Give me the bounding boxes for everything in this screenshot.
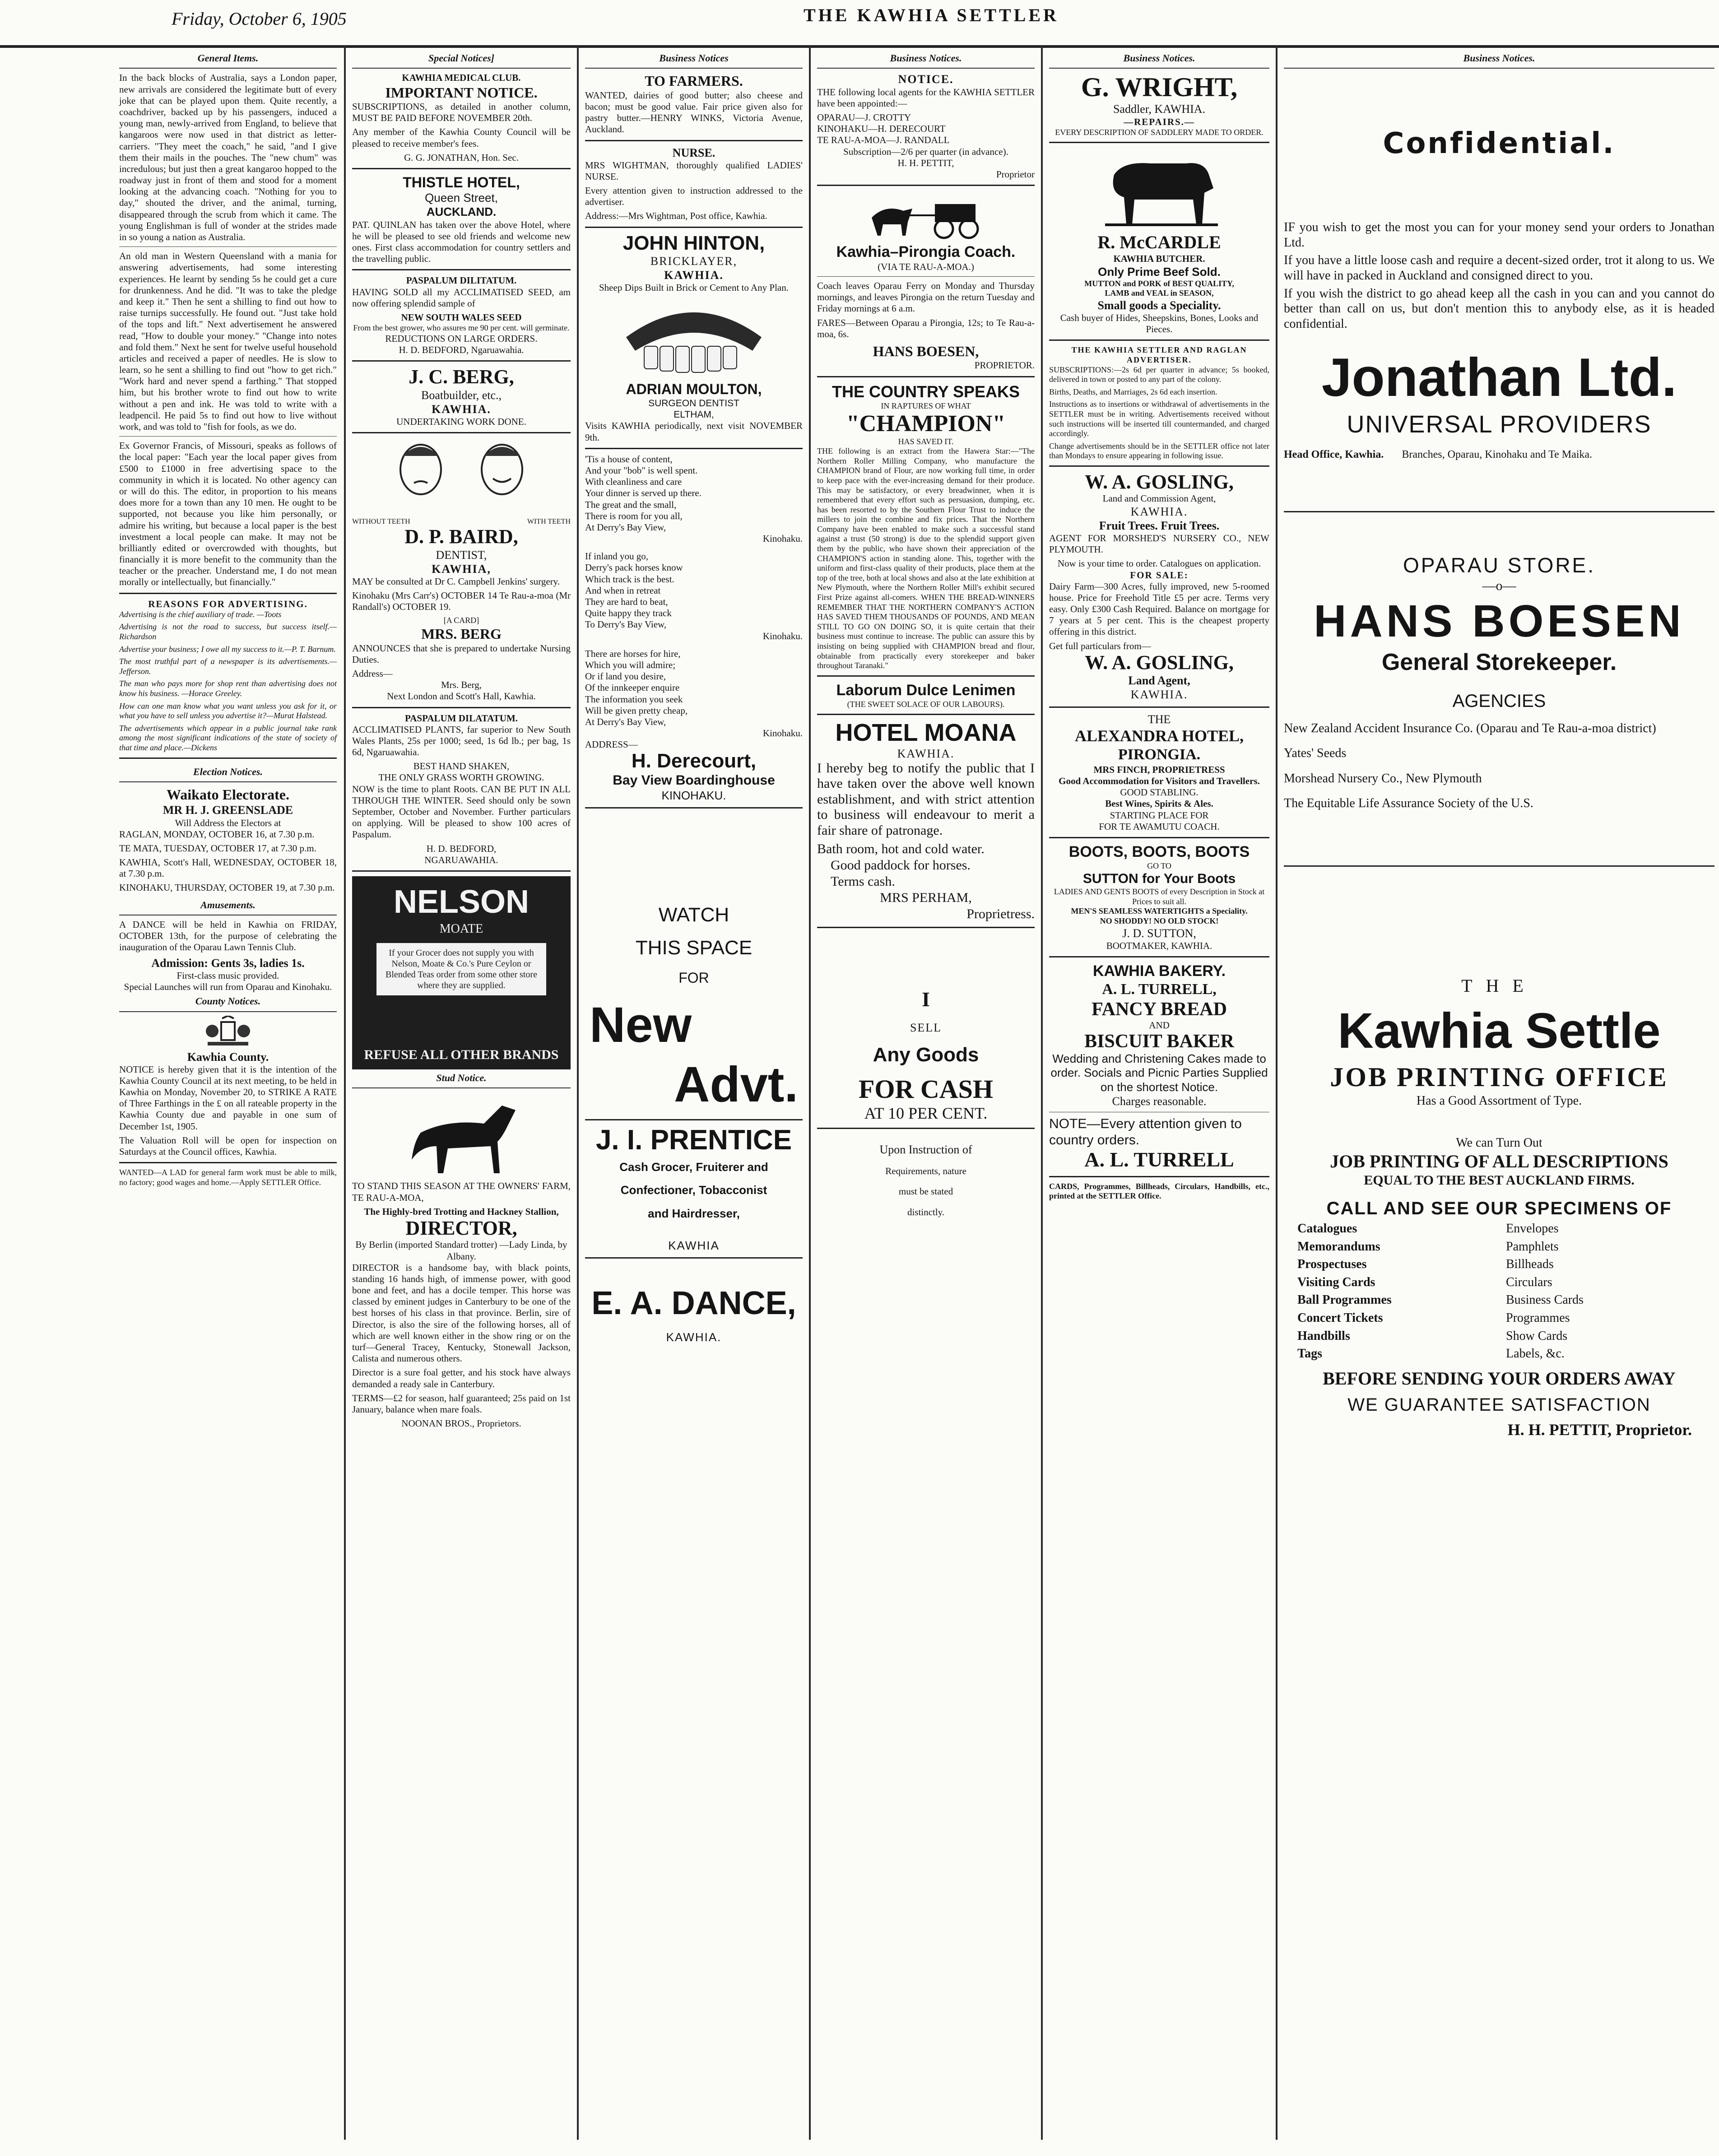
derecourt-kinohaku: KINOHAKU. xyxy=(661,788,726,802)
nelson-title: NELSON xyxy=(393,883,530,920)
sheep-dips: Sheep Dips Built in Brick or Cement to Any Plan. xyxy=(599,282,789,293)
section-heading: Business Notices. xyxy=(1049,50,1269,69)
turn-out: We can Turn Out xyxy=(1456,1136,1542,1150)
poem-place: Kinohaku. xyxy=(762,630,803,641)
election-heading: Election Notices. xyxy=(119,763,337,782)
column-business-6: Business Notices. Confidential. IF you wish to get the most you can for your money send your orders to Jonathan Ltd. If you have a little loose cash and require a decent-sized order, trot it along to us. We will have in packed in Auckland and consigned direct to you. If you wish the district to go ahead keep all the cash in you can and you cannot do better than call on us, but don't mention this to anybody else, as it is headed confidential. Jonathan Ltd. UNIVERSAL PROVIDERS Head Office, Kawhia. Branches, Oparau, Kinohaku and Te Maika. OPARAU STORE. —o— HANS BOESEN General Storekeeper. AGENCIES New Zealand Accident Insurance Co. (Oparau and Te Rau-a-moa district) Yates' Seeds Morshead Nursery Co., New Plymouth The Equitable Life Assurance Society of the U.S. THE Kawhia Settle JOB PRINTING OFFICE Has a Good Assortment of Type. We can Turn Out JOB PRINTING OF ALL DESCRIPTIONS EQUAL TO THE BEST AUCKLAND FIRMS. CALL AND SEE OUR SPECIMENS OF Catalogues Envelopes Memorandums Pamphlets Prospectuses Billheads Visiting Cards Circulars Ball Programmes Business Cards Concert Tickets Programmes Handbills Show Cards Tags Labels, &c. BEFORE SENDING YOUR ORDERS AWAY WE GUARANTEE SATISFACTION H. H. PETTIT, Proprietor. xyxy=(1278,50,1719,2140)
refuse-brands: REFUSE ALL OTHER BRANDS xyxy=(364,1047,559,1062)
head-office: Head Office, Kawhia. xyxy=(1284,449,1384,461)
starting: STARTING PLACE FOR xyxy=(1110,809,1209,821)
gosling-kawhia: KAWHIA. xyxy=(1130,505,1188,518)
reason-item: The most truthful part of a newspaper is its advertisements.—Jefferson. xyxy=(119,657,337,676)
butcher: KAWHIA BUTCHER. xyxy=(1113,253,1205,265)
agency-item: The Equitable Life Assurance Society of the U.S. xyxy=(1284,796,1533,811)
ngaruawahia: NGARUAWAHIA. xyxy=(424,854,498,865)
catalogues: Now is your time to order. Catalogues on application. xyxy=(1057,558,1261,569)
agency-list xyxy=(1284,721,1714,811)
next-london: Next London and Scott's Hall, Kawhia. xyxy=(387,691,536,702)
poem-line: With cleanliness and care xyxy=(585,476,682,488)
mccardle: R. McCARDLE xyxy=(1097,232,1221,253)
berg-kawhia: KAWHIA. xyxy=(432,402,491,416)
music: First-class music provided. xyxy=(177,970,279,981)
plant-roots: NOW is the time to plant Roots. CAN BE PUT IN ALL THROUGH THE WINTER. Seed should only be sown September, October and November. Further particulars on applying. Will be pleased to show 100 acres of Paspalum. xyxy=(352,783,571,840)
nelson-text: If your Grocer does not supply you with Nelson, Moate & Co.'s Pure Ceylon or Blended Teas order from some other store where they are supplied. xyxy=(376,943,546,995)
baird-name: D. P. BAIRD, xyxy=(404,525,518,548)
go-to: GO TO xyxy=(1147,861,1171,870)
land-agent: Land Agent, xyxy=(1128,674,1190,688)
boatbuilder: Boatbuilder, etc., xyxy=(421,388,502,402)
country-speaks: THE COUNTRY SPEAKS xyxy=(832,382,1020,401)
poem-line: Which you will admire; xyxy=(585,659,676,670)
raptures: IN RAPTURES OF WHAT xyxy=(881,401,971,410)
before-sending: BEFORE SENDING YOUR ORDERS AWAY xyxy=(1323,1368,1676,1389)
section-heading: Business Notices xyxy=(585,50,803,69)
champion: "CHAMPION" xyxy=(846,411,1006,437)
dairy-farm: Dairy Farm—300 Acres, fully improved, new 5-roomed house. Price for Freehold Title £5 per acre. Terms very easy. Only £300 Cash Required. Balance on mortgage for 7 years at 5 per cent. This is the cheapest property offering in this district. xyxy=(1049,581,1269,637)
launches: Special Launches will run from Oparau and Kinohaku. xyxy=(124,981,332,992)
gosling: W. A. GOSLING, xyxy=(1085,471,1234,493)
confidential-p2: If you have a little loose cash and require a decent-sized order, trot it along to us. We will have in packed in Auckland and consigned direct to you. xyxy=(1284,253,1714,283)
specimens-list xyxy=(1284,1219,1714,1363)
specimen-item: Programmes xyxy=(1506,1311,1570,1325)
reasons-heading: REASONS FOR ADVERTISING. xyxy=(148,598,308,609)
paspalum-heading: PASPALUM DILITATUM. xyxy=(406,275,517,286)
agent: OPARAU—J. CROTTY xyxy=(817,112,911,123)
this-space: THIS SPACE xyxy=(635,936,753,959)
only-grass: THE ONLY GRASS WORTH GROWING. xyxy=(378,772,544,783)
masthead xyxy=(0,0,1719,48)
reductions: REDUCTIONS ON LARGE ORDERS. xyxy=(385,333,538,344)
poem-line: There is room for you all, xyxy=(585,510,683,521)
moate-title: MOATE xyxy=(439,922,483,936)
poem-line: To Derry's Bay View, xyxy=(585,619,667,630)
prentice-hairdresser: and Hairdresser, xyxy=(648,1206,740,1220)
director-text-2: Director is a sure foal getter, and his stock have always demanded a ready sale in Canterbury. xyxy=(352,1367,571,1389)
director-text: DIRECTOR is a handsome bay, with black points, standing 16 hands high, of immense power, with good bone and feet, and has a docile temper. This horse was classed by eminent judges in Canterbury to be one of the best horses of his class in that province. Berlin, sire of Director, is also the sire of the following horses, all of which are well known either in the show ring or on the turf—General Tracey, Kentucky, Stonewall Jackson, Calista and numerous others. xyxy=(352,1262,571,1364)
reason-item: The man who pays more for shop rent than advertising does not know his business. —Horace Greeley. xyxy=(119,679,337,698)
subscription: Subscription—2/6 per quarter (in advance). xyxy=(843,146,1008,157)
amusements-heading: Amusements. xyxy=(119,897,337,915)
cards-printed: CARDS, Programmes, Billheads, Circulars, Handbills, etc., printed at the SETTLER Office. xyxy=(1049,1181,1269,1201)
county-heading: County Notices. xyxy=(119,993,337,1012)
perham: MRS PERHAM, xyxy=(880,890,972,906)
agent-morshed: AGENT FOR MORSHED'S NURSERY CO., NEW PLYMOUTH. xyxy=(1049,532,1269,555)
candidate-name: MR H. J. GREENSLADE xyxy=(163,804,293,817)
bedford: H. D. BEDFORD, Ngaruawahia. xyxy=(399,344,524,355)
new: New xyxy=(590,997,692,1053)
mrs-berg: MRS. BERG xyxy=(421,626,502,642)
wright: G. WRIGHT, xyxy=(1081,72,1238,102)
fancy-bread: FANCY BREAD xyxy=(1092,999,1227,1020)
important-notice: IMPORTANT NOTICE. xyxy=(385,84,538,101)
stud-bred: The Highly-bred Trotting and Hackney Stallion, xyxy=(364,1206,559,1217)
every-description: EVERY DESCRIPTION OF SADDLERY MADE TO ORDER. xyxy=(1055,127,1264,137)
sutton-name: J. D. SUTTON, xyxy=(1122,926,1196,940)
sutton: SUTTON for Your Boots xyxy=(1083,871,1236,887)
hides: Cash buyer of Hides, Sheepskins, Bones, Looks and Pieces. xyxy=(1060,312,1259,335)
dance-notice: A DANCE will be held in Kawhia on FRIDAY, OCTOBER 13th, for the purpose of celebrating the inauguration of the Oparau Lawn Tennis Club. xyxy=(119,919,337,953)
mrs-berg-address: Mrs. Berg, xyxy=(441,679,482,691)
call-and-see: CALL AND SEE OUR SPECIMENS OF xyxy=(1326,1199,1672,1219)
specimen-item: Catalogues xyxy=(1297,1222,1357,1236)
job-printing-office: JOB PRINTING OFFICE xyxy=(1330,1062,1668,1092)
agent: KINOHAKU—H. DERECOURT xyxy=(817,123,946,135)
saddler: Saddler, KAWHIA. xyxy=(1113,102,1206,116)
settler-subs: SUBSCRIPTIONS:—2s 6d per quarter in advance; 5s booked, delivered in town or posted to any part of the colony. xyxy=(1049,365,1269,384)
section-heading: General Items. xyxy=(119,50,337,69)
masthead-title: THE KAWHIA SETTLER xyxy=(804,5,1059,25)
poem-line: There are horses for hire, xyxy=(585,648,681,659)
director-name: DIRECTOR, xyxy=(405,1217,517,1239)
county-notice: NOTICE is hereby given that it is the intention of the Kawhia County Council at its next meeting, to be held in Kawhia on Monday, November 20, to STRIKE A RATE of Three Farthings in the £ on all rateable property in the Kawhia County due and payable in one sum of December 1st, 1905. xyxy=(119,1064,337,1132)
dentist-title: DENTIST, xyxy=(436,548,487,562)
wightman-address: Address:—Mrs Wightman, Post office, Kawhia. xyxy=(585,210,767,222)
wedding-cakes: Wedding and Christening Cakes made to order. Socials and Picnic Parties Supplied on the shortest Notice. xyxy=(1050,1052,1268,1094)
pettit-proprietor: H. H. PETTIT, Proprietor. xyxy=(1507,1420,1692,1439)
bakery: KAWHIA BAKERY. xyxy=(1092,962,1226,980)
upon-instruction: Upon Instruction of xyxy=(879,1143,972,1157)
for-cash: FOR CASH xyxy=(858,1074,994,1104)
specimen-item: Envelopes xyxy=(1506,1222,1559,1236)
pettit: H. H. PETTIT, xyxy=(897,157,954,168)
poem-line: Will be given pretty cheap, xyxy=(585,705,688,716)
coach-via: (VIA TE RAU-A-MOA.) xyxy=(878,261,974,272)
issue-date: Friday, October 6, 1905 xyxy=(172,9,347,29)
meeting: KAWHIA, Scott's Hall, WEDNESDAY, OCTOBER 18, at 7.30 p.m. xyxy=(119,857,337,879)
i: I xyxy=(922,988,930,1011)
county-title: Kawhia County. xyxy=(187,1050,269,1064)
poem-stanza-2 xyxy=(585,551,803,642)
bay-view: Bay View Boardinghouse xyxy=(613,772,775,788)
stud-terms: TERMS—£2 for season, half guaranteed; 25s paid on 1st January, balance when mare foals. xyxy=(352,1392,571,1415)
column-general-items xyxy=(113,50,343,2140)
poem-line: And when in retreat xyxy=(585,585,661,596)
branches: Branches, Oparau, Kinohaku and Te Maika. xyxy=(1402,449,1593,461)
electorate-title: Waikato Electorate. xyxy=(167,786,289,803)
horse-icon xyxy=(394,1092,529,1178)
ladies-gents: LADIES AND GENTS BOOTS of every Description in Stock at Prices to suit all. xyxy=(1054,887,1265,906)
column-business-4 xyxy=(811,50,1041,2140)
turrell-2: A. L. TURRELL xyxy=(1084,1148,1234,1171)
card-label: [A CARD] xyxy=(443,615,479,625)
meeting: RAGLAN, MONDAY, OCTOBER 16, at 7.30 p.m. xyxy=(119,828,315,840)
section-heading: Business Notices. xyxy=(1284,50,1714,69)
acclimatised: ACCLIMATISED PLANTS, far superior to New South Wales Plants, 25s per 1000; seed, 1s 6d lb.; per bag, 1s 6d, Ngaruawahia. xyxy=(352,724,571,758)
specimen-item: Pamphlets xyxy=(1506,1239,1559,1254)
repairs: —REPAIRS.— xyxy=(1124,116,1195,127)
wanted-dairies: WANTED, dairies of good butter; also cheese and bacon; must be good value. Fair price given also for pastry butter.—HENRY WINKS, Victoria Avenue, Auckland. xyxy=(585,89,803,135)
specimen-item: Business Cards xyxy=(1506,1293,1584,1307)
section-heading: Business Notices. xyxy=(817,50,1035,69)
champion-text: THE following is an extract from the Hawera Star:—"The Northern Roller Milling Company, who manufacture the CHAMPION brand of Flour, are now working full time, in order to keep pace with the ever-increasing demand for their produce. This may be satisfactory, or every breadwinner, when it is remembered that every effort such as persuasion, dumping, etc. has been resorted to by the Southern Flour Trust to induce the millers to join the combine and fix prices. That the Northern Company have been enabled to make such a successful stand against a trust (50 strong) is due to the splendid support given them by the public, who have shown their appreciation of the CHAMPION'S action in standing alone. This, together with the uniform and first-class quality of their products, place them at the top of the tree, both at local shows and also at the late exhibition at New Plymouth, where the Northern Roller Mill's exhibit secured First Prize against all-comers. WHEN THE BREAD-WINNERS REMEMBER THAT THE NORTHERN COMPANY'S ACTION HAS SAVED THEM THOUSANDS OF POUNDS, AND MEAN STILL TO GO ON DOING SO, it is quite certain that their business must continue to increase. The public can assure this by insisting on being supplied with CHAMPION bread and flour, obtainable from practically every storekeeper and baker throughout Taranaki." xyxy=(817,446,1035,670)
seamless: MEN'S SEAMLESS WATERTIGHTS a Speciality. xyxy=(1071,906,1248,916)
poem-line: At Derry's Bay View, xyxy=(585,716,666,727)
prentice-confectioner: Confectioner, Tobacconist xyxy=(620,1183,767,1197)
poem-place: Kinohaku. xyxy=(762,533,803,544)
confidential-title: Confidential. xyxy=(1383,127,1616,161)
poem-line: The great and the small, xyxy=(585,499,677,510)
prentice-grocer: Cash Grocer, Fruiterer and xyxy=(619,1160,768,1174)
oparau-store: OPARAU STORE. xyxy=(1403,553,1596,577)
settler-change: Change advertisements should be in the SETTLER office not later than Mondays to ensure appearing in following issue. xyxy=(1049,441,1269,460)
dentist-portraits-icon xyxy=(380,438,543,515)
moulton-visits: Visits KAWHIA periodically, next visit NOVEMBER 9th. xyxy=(585,420,803,443)
specimen-item: Handbills xyxy=(1297,1329,1350,1343)
secretary: G. G. JONATHAN, Hon. Sec. xyxy=(404,152,519,163)
meeting: KINOHAKU, THURSDAY, OCTOBER 19, at 7.30 p.m. xyxy=(119,882,335,893)
bedford-2: H. D. BEDFORD, xyxy=(426,843,497,854)
poem-stanza-1 xyxy=(585,454,803,545)
baird-kawhia: KAWHIA, xyxy=(432,562,491,576)
member-notice: Any member of the Kawhia County Council will be pleased to receive member's fees. xyxy=(352,126,571,149)
specimen-item: Labels, &c. xyxy=(1506,1347,1565,1361)
general-storekeeper: General Storekeeper. xyxy=(1381,649,1617,676)
poem-line: At Derry's Bay View, xyxy=(585,521,666,533)
poem-line: Which track is the best. xyxy=(585,573,674,585)
director-sire: By Berlin (imported Standard trotter) —Lady Linda, by Albany. xyxy=(355,1239,567,1262)
settler-head: THE KAWHIA SETTLER AND RAGLAN ADVERTISER. xyxy=(1071,345,1247,365)
the-settler: THE xyxy=(1461,975,1537,996)
to-farmers: TO FARMERS. xyxy=(645,73,743,89)
specimen-item: Billheads xyxy=(1506,1257,1554,1272)
address-label: ADDRESS— xyxy=(585,739,638,750)
any-goods: Any Goods xyxy=(873,1043,979,1066)
has-saved: HAS SAVED IT. xyxy=(898,437,954,446)
biscuit-baker: BISCUIT BAKER xyxy=(1084,1031,1234,1052)
undertaking: UNDERTAKING WORK DONE. xyxy=(396,416,526,427)
specimen-item: Circulars xyxy=(1506,1275,1552,1289)
reason-item: Advertising is the chief auxiliary of trade. —Toots xyxy=(119,609,282,619)
alexandra: ALEXANDRA HOTEL, xyxy=(1074,726,1244,745)
poem-line: If inland you go, xyxy=(585,551,648,562)
small-goods: Small goods a Speciality. xyxy=(1097,298,1221,312)
attention: Every attention given to instruction addressed to the advertiser. xyxy=(585,185,803,208)
hans-boesen: HANS BOESEN xyxy=(1314,596,1685,647)
no-shoddy: NO SHODDY! NO OLD STOCK! xyxy=(1100,916,1219,926)
poem-line: Your dinner is served up there. xyxy=(585,488,702,499)
fruit-trees: Fruit Trees. Fruit Trees. xyxy=(1099,519,1220,532)
admission: Admission: Gents 3s, ladies 1s. xyxy=(151,956,305,970)
article-kangaroo: In the back blocks of Australia, says a London paper, new arrivals are considered the legitimate butt of every joke that can be played upon them. Quite recently, a coachdriver, backed up by his passengers, induced a young man, newly-arrived from England, to believe that kangaroos were now used in that district as letter-carriers. "They meet the coach," he said, "and I give them their mails in the pouches. The "new chum" was incredulous; but just then a great kangaroo hopped to the roadway just in front of them and stood for a moment looking at the advancing coach. "Nothing for you to day," shouted the driver, and the animal, turning, disappeared through the scrub from which it came. The young Englishman is full of wonder at the strides made in so young a nation as Australia. xyxy=(119,72,337,243)
gosling-kawhia-2: KAWHIA. xyxy=(1130,688,1188,702)
accommodation: Good Accommodation for Visitors and Travellers. xyxy=(1059,775,1260,786)
nurse-heading: NURSE. xyxy=(672,146,715,159)
grower-note: From the best grower, who assures me 90 per cent. will germinate. xyxy=(353,323,570,333)
moana-bath: Bath room, hot and cold water. xyxy=(817,841,985,857)
charges: Charges reasonable. xyxy=(1112,1094,1207,1108)
boesen-coach: HANS BOESEN, xyxy=(873,343,979,359)
proprietor: Proprietor xyxy=(996,168,1035,180)
specimen-item: Show Cards xyxy=(1506,1329,1568,1343)
address-label: Address— xyxy=(352,668,393,679)
agents-notice: THE following local agents for the KAWHIA SETTLER have been appointed:— xyxy=(817,86,1035,109)
hinton-name: JOHN HINTON, xyxy=(623,232,765,254)
paspalum-heading-2: PASPALUM DILATATUM. xyxy=(404,712,518,724)
coach-schedule: Coach leaves Oparau Ferry on Monday and Thursday mornings, and leaves Pirongia on the return Tuesday and Friday mornings at 6 a.m. xyxy=(817,280,1035,314)
notice-heading: NOTICE. xyxy=(898,73,954,86)
distinctly: distinctly. xyxy=(907,1206,945,1217)
pirongia: PIRONGIA. xyxy=(1118,746,1201,763)
reason-item: How can one man know what you want unless you ask for it, or what you have to sell unless you advertise it?—Murat Halstead. xyxy=(119,701,337,720)
sweet-solace: (THE SWEET SOLACE OF OUR LABOURS). xyxy=(847,699,1005,709)
the: THE xyxy=(1148,712,1171,726)
with-teeth-label: WITH TEETH xyxy=(527,518,571,526)
agent: TE RAU-A-MOA—J. RANDALL xyxy=(817,135,950,146)
proprietress: Proprietress. xyxy=(966,906,1035,922)
poem-line: Or if land you desire, xyxy=(585,671,666,682)
bricklayer: BRICKLAYER, xyxy=(650,255,738,268)
specimen-item: Concert Tickets xyxy=(1297,1311,1383,1325)
mutton: MUTTON and PORK of BEST QUALITY, xyxy=(1084,279,1234,288)
reason-item: The advertisements which appear in a public journal take rank among the most significant indications of the state of society of that time and place.—Dickens xyxy=(119,723,337,752)
reasons-list xyxy=(119,610,337,753)
without-teeth-label: WITHOUT TEETH xyxy=(352,518,410,526)
for: FOR xyxy=(678,969,709,986)
coach-title: Kawhia–Pirongia Coach. xyxy=(836,243,1016,261)
requirements: Requirements, nature xyxy=(885,1166,966,1177)
agency-item: Yates' Seeds xyxy=(1284,746,1347,761)
guarantee: WE GUARANTEE SATISFACTION xyxy=(1347,1394,1651,1415)
reason-item: Advertising is not the road to success, but success itself.—Richardson xyxy=(119,622,337,641)
coach-fares: FARES—Between Oparau a Pirongia, 12s; to Te Rau-a-moa, 6s. xyxy=(817,317,1035,339)
equal-auckland: EQUAL TO THE BEST AUCKLAND FIRMS. xyxy=(1364,1173,1635,1188)
specimen-item: Memorandums xyxy=(1297,1239,1380,1254)
must-stated: must be stated xyxy=(898,1186,953,1197)
hotel-moana: HOTEL MOANA xyxy=(835,719,1017,747)
column-business-5 xyxy=(1043,50,1276,2140)
jonathan-ltd: Jonathan Ltd. xyxy=(1321,347,1677,408)
get-particulars: Get full particulars from— xyxy=(1049,640,1151,651)
nsw-seed: NEW SOUTH WALES SEED xyxy=(401,311,522,323)
gosling-land: Land and Commission Agent, xyxy=(1102,493,1216,504)
poem-line: And your "bob" is well spent. xyxy=(585,465,698,476)
will-address: Will Address the Electors at xyxy=(175,817,281,828)
settler-instructions: Instructions as to insertions or withdrawal of advertisements in the SETTLER must be in writing. Advertisements received without such instructions will be inserted till countermanded, and charged accordingly. xyxy=(1049,400,1269,438)
article-queensland: An old man in Western Queensland with a mania for answering advertisements, had some interesting experiences. He learnt by sending 5s he could get a cure for drunkenness. And he did. "It was to take the pledge and keep it." Then he sent a shilling to find out how to raise turnips successfully. He found out. "Just take hold of the tops and lift." Next advertisement he answered read, "How to double your money." "Change into notes and fold them." Next he sent for twelve useful household articles and received a paper of needles. He is slow to learn, so he sent a shilling to find out "how to get rich." "Work hard and never spend a farthing." That stopped him, but his brother wrote to find out how to write without a pen and ink. He was told to write with a leadpencil. He paid 5s to find out how to live without work, and was told to "fish for fools, as we do. xyxy=(119,251,337,432)
valuation-notice: The Valuation Roll will be open for inspection on Saturdays at the Council offices, Kawhia. xyxy=(119,1134,337,1157)
nursing-notice: ANNOUNCES that she is prepared to undertake Nursing Duties. xyxy=(352,642,571,665)
ten-percent: AT 10 PER CENT. xyxy=(864,1104,988,1122)
poem-line: The information you seek xyxy=(585,693,683,705)
poem-line: Derry's pack horses know xyxy=(585,562,683,573)
lamb: LAMB and VEAL in SEASON, xyxy=(1105,288,1214,298)
poem-line: They are hard to beat, xyxy=(585,596,668,607)
best-hand: BEST HAND SHAKEN, xyxy=(413,761,510,772)
agency-item: Morshead Nursery Co., New Plymouth xyxy=(1284,771,1482,785)
column-special-notices xyxy=(346,50,577,2140)
specimen-item: Ball Programmes xyxy=(1297,1293,1392,1307)
queen-street: Queen Street, xyxy=(425,191,498,205)
bull-icon xyxy=(1096,148,1222,229)
prentice-kawhia: KAWHIA xyxy=(668,1238,720,1252)
dance-kawhia: KAWHIA. xyxy=(666,1330,722,1344)
surgeon-dentist: SURGEON DENTIST xyxy=(648,398,739,409)
specimen-item: Prospectuses xyxy=(1297,1257,1367,1272)
dentures-icon xyxy=(617,297,771,378)
job-all: JOB PRINTING OF ALL DESCRIPTIONS xyxy=(1330,1151,1668,1172)
column-business-3 xyxy=(579,50,809,2140)
wightman: MRS WIGHTMAN, thoroughly qualified LADIES' NURSE. xyxy=(585,159,803,182)
gosling-2: W. A. GOSLING, xyxy=(1085,651,1234,674)
poem-line: Of the innkeeper enquire xyxy=(585,682,680,693)
hinton-kawhia: KAWHIA. xyxy=(664,269,724,282)
specimen-item: Tags xyxy=(1297,1347,1323,1361)
thistle-hotel: THISTLE HOTEL, xyxy=(403,174,520,191)
reason-item: Advertise your business; I owe all my success to it.—P. T. Barnum. xyxy=(119,644,336,654)
finch: MRS FINCH, PROPRIETRESS xyxy=(1093,764,1225,775)
sold-seed: HAVING SOLD all my ACCLIMATISED SEED, am now offering splendid sample of xyxy=(352,286,571,309)
turrell: A. L. TURRELL, xyxy=(1102,980,1217,998)
boots: BOOTS, BOOTS, BOOTS xyxy=(1069,843,1250,860)
section-heading: Special Notices] xyxy=(352,50,571,69)
wines: Best Wines, Spirits & Ales. xyxy=(1105,798,1213,809)
te-awamutu: FOR TE AWAMUTU COACH. xyxy=(1099,821,1220,832)
dance-name: E. A. DANCE, xyxy=(591,1285,796,1321)
poem-stanza-3 xyxy=(585,648,803,739)
prime-beef: Only Prime Beef Sold. xyxy=(1098,265,1221,279)
wanted-lad: WANTED—A LAD for general farm work must be able to milk, no factory; good wages and home.—Apply SETTLER Office. xyxy=(119,1168,337,1187)
coach-icon xyxy=(863,191,989,240)
visit-dates: Kinohaku (Mrs Carr's) OCTOBER 14 Te Rau-a-moa (Mr Randall's) OCTOBER 19. xyxy=(352,590,571,613)
kawhia-settler: Kawhia Settle xyxy=(1338,1003,1661,1059)
eltham: ELTHAM, xyxy=(674,409,714,420)
poem-line: Quite happy they track xyxy=(585,608,672,619)
article-local-paper: Ex Governor Francis, of Missouri, speaks as follows of the local paper: "Each year the local paper gives from £500 to £1000 in free advertising space to the community in which it is located. No other agency can or will do this. The editor, in proportion to his means does more for a town than any 10 men. He ought to be supported, not because you like him personally, or admire his writing, but because a local paper is the best investment a local people can make. It may not be brilliantly edited or overcrowded with thoughts, but financially it is more benefit to the community than the teacher or the preacher. Understand me, I do not mean morally or intellectually, but financially." xyxy=(119,440,337,588)
universal-providers: UNIVERSAL PROVIDERS xyxy=(1347,411,1652,438)
subs-notice: SUBSCRIPTIONS, as detailed in another column, MUST BE PAID BEFORE NOVEMBER 20th. xyxy=(352,101,571,124)
watch: WATCH xyxy=(658,904,729,926)
advt: Advt. xyxy=(674,1057,798,1112)
and: AND xyxy=(1149,1019,1170,1031)
for-sale: FOR SALE: xyxy=(1130,569,1189,581)
coach-proprietor: PROPRIETOR. xyxy=(974,360,1035,371)
moana-terms: Terms cash. xyxy=(831,874,895,889)
sell: SELL xyxy=(910,1021,942,1035)
poem-place: Kinohaku. xyxy=(762,728,803,739)
nelson-moate-ad xyxy=(352,876,571,1069)
stabling: GOOD STABLING. xyxy=(1120,787,1199,798)
meeting: TE MATA, TUESDAY, OCTOBER 17, at 7.30 p.m. xyxy=(119,842,316,854)
laborum: Laborum Dulce Lenimen xyxy=(836,681,1016,699)
moana-text: I hereby beg to notify the public that I have taken over the above well known establishment, and with strict attention to business will endeavour to merit a fair share of patronage. xyxy=(817,760,1035,838)
medical-club: KAWHIA MEDICAL CLUB. xyxy=(402,72,521,84)
prentice: J. I. PRENTICE xyxy=(595,1124,792,1156)
agency-item: New Zealand Accident Insurance Co. (Oparau and Te Rau-a-moa district) xyxy=(1284,721,1656,735)
noonan: NOONAN BROS., Proprietors. xyxy=(401,1418,521,1429)
consult-note: MAY be consulted at Dr C. Campbell Jenkins' surgery. xyxy=(352,576,560,587)
confidential-p3: If you wish the district to go ahead keep all the cash in you can and you cannot do better than call on us, but don't mention this to anybody else, as it is headed confidential. xyxy=(1284,286,1714,331)
confidential-p1: IF you wish to get the most you can for your money send your orders to Jonathan Ltd. xyxy=(1284,220,1714,250)
coat-of-arms-icon xyxy=(203,1016,253,1047)
poem-line: 'Tis a house of content, xyxy=(585,453,673,465)
berg-name: J. C. BERG, xyxy=(409,366,514,388)
quinlan-notice: PAT. QUINLAN has taken over the above Hotel, where he will be pleased to see old friends and welcome new ones. First class accommodation for country settlers and the travelling public. xyxy=(352,219,571,265)
derecourt: H. Derecourt, xyxy=(631,750,757,772)
bootmaker: BOOTMAKER, KAWHIA. xyxy=(1106,940,1213,951)
stud-stand: TO STAND THIS SEASON AT THE OWNERS' FARM, TE RAU-A-MOA, xyxy=(352,1180,571,1203)
assortment: Has a Good Assortment of Type. xyxy=(1416,1093,1582,1108)
settler-births: Births, Deaths, and Marriages, 2s 6d each insertion. xyxy=(1049,387,1217,396)
stud-heading: Stud Notice. xyxy=(352,1069,571,1088)
specimen-item: Visiting Cards xyxy=(1297,1275,1375,1289)
agencies: AGENCIES xyxy=(1452,691,1546,711)
moulton-name: ADRIAN MOULTON, xyxy=(626,381,762,397)
moana-kawhia: KAWHIA. xyxy=(897,747,955,760)
note: NOTE—Every attention given to country orders. xyxy=(1049,1116,1242,1148)
auckland: AUCKLAND. xyxy=(426,205,497,219)
moana-paddock: Good paddock for horses. xyxy=(831,858,971,873)
